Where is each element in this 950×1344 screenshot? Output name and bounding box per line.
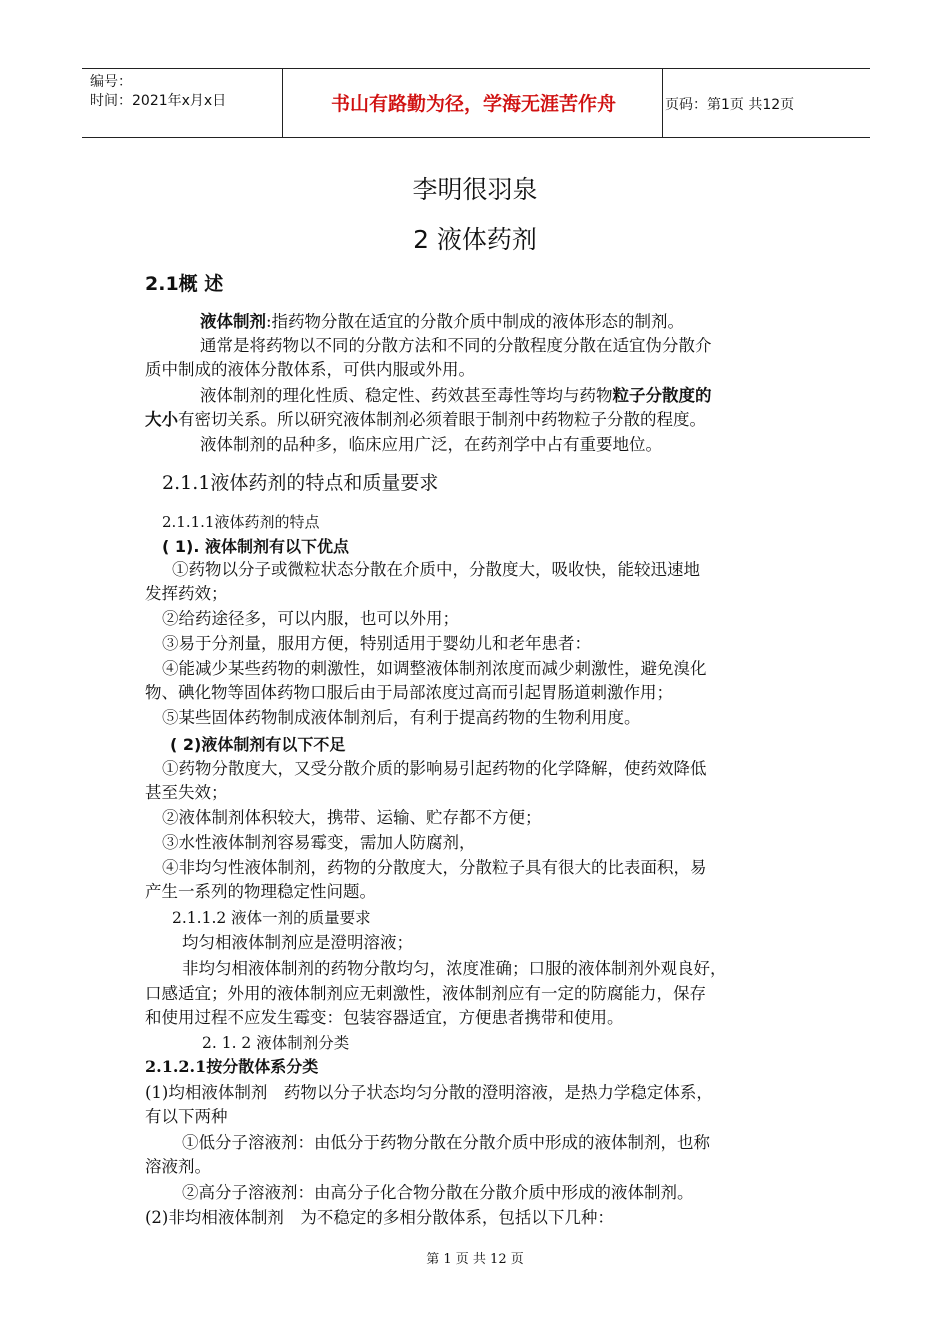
list-item: ⑤某些固体药物制成液体制剂后，有利于提高药物的生物利用度。 — [162, 708, 641, 727]
doc-time-label: 时间：2021年x月x日 — [90, 93, 227, 109]
list-item-continuation: 甚至失效； — [145, 783, 228, 802]
paragraph-line: (1)均相液体制剂 药物以分子状态均匀分散的澄明溶液，是热力学稳定体系， — [145, 1083, 713, 1102]
list-heading: ( 1). 液体制剂有以下优点 — [162, 537, 349, 556]
subsubsection-heading: 2.1.1.1液体药剂的特点 — [162, 513, 320, 531]
list-item: ③易于分剂量，服用方便，特别适用于婴幼儿和老年患者： — [162, 634, 591, 653]
paragraph-line: 有以下两种 — [145, 1107, 228, 1126]
definition-text: :指药物分散在适宜的分散介质中制成的液体形态的制剂。 — [266, 312, 685, 331]
doc-number-label: 编号： — [90, 74, 132, 90]
paragraph-line — [145, 408, 706, 432]
paragraph-line: 均匀相液体制剂应是澄明溶液； — [182, 933, 413, 952]
author-title: 李明很羽泉 — [412, 175, 538, 204]
list-heading: ( 2)液体制剂有以下不足 — [170, 735, 346, 754]
list-item: ②高分子溶液剂：由高分子化合物分散在分散介质中形成的液体制剂。 — [182, 1183, 694, 1202]
paragraph-line — [200, 384, 712, 408]
list-item: ②给药途径多，可以内服，也可以外用； — [162, 609, 459, 628]
paragraph-line: 非均匀相液体制剂的药物分散均匀，浓度准确；口服的液体制剂外观良好， — [182, 959, 727, 978]
header-page-info: 页码：第1页 共12页 — [665, 97, 795, 113]
bold-run: 大小 — [145, 410, 178, 429]
header-divider — [662, 69, 663, 137]
list-item-continuation: 物、碘化物等固体药物口服后由于局部浓度过高而引起胃肠道刺激作用； — [145, 683, 673, 702]
list-item: ②液体制剂体积较大，携带、运输、贮存都不方便； — [162, 808, 542, 827]
definition-term: 液体制剂 — [200, 312, 266, 331]
paragraph-line: (2)非均相液体制剂 为不稳定的多相分散体系，包括以下几种： — [145, 1208, 614, 1227]
list-item: ①药物分散度大，又受分散介质的影响易引起药物的化学降解，使药效降低 — [162, 759, 707, 778]
page-footer: 第 1 页 共 12 页 — [426, 1252, 524, 1267]
bold-run: 粒子分散度的 — [612, 386, 712, 405]
paragraph-line: 通常是将药物以不同的分散方法和不同的分散程度分散在适宜伪分散介 — [200, 336, 712, 355]
list-item-continuation: 发挥药效； — [145, 584, 228, 603]
list-item: ①药物以分子或微粒状态分散在介质中，分散度大，吸收快，能较迅速地 — [172, 560, 700, 579]
list-item-continuation: 溶液剂。 — [145, 1157, 211, 1176]
paragraph-line: 口感适宜；外用的液体制剂应无刺激性，液体制剂应有一定的防腐能力，保存 — [145, 984, 706, 1003]
paragraph-line: 液体制剂的品种多，临床应用广泛，在药剂学中占有重要地位。 — [200, 435, 662, 454]
chapter-title: 2 液体药剂 — [413, 225, 537, 254]
subsubsection-heading: 2.1.1.2 液体一剂的质量要求 — [172, 909, 371, 927]
header-divider — [282, 69, 283, 137]
section-heading: 2.1概 述 — [145, 273, 224, 295]
list-item: ①低分子溶液剂：由低分于药物分散在分散介质中形成的液体制剂，也称 — [182, 1133, 710, 1152]
list-item: ④非均匀性液体制剂，药物的分散度大，分散粒子具有很大的比表面积，易 — [162, 858, 707, 877]
paragraph-line — [200, 310, 684, 334]
text-run: 液体制剂的理化性质、稳定性、药效甚至毒性等均与药物 — [200, 386, 613, 405]
page-header — [82, 68, 870, 138]
header-motto: 书山有路勤为径，学海无涯苦作舟 — [330, 93, 616, 115]
subsubsection-heading: 2.1.2.1按分散体系分类 — [145, 1057, 319, 1076]
list-item-continuation: 产生一系列的物理稳定性问题。 — [145, 882, 376, 901]
subsection-heading: 2.1.1液体药剂的特点和质量要求 — [162, 472, 439, 494]
subsection-heading: 2. 1. 2 液体制剂分类 — [202, 1034, 350, 1052]
text-run: 有密切关系。所以研究液体制剂必须着眼于制剂中药物粒子分散的程度。 — [178, 410, 706, 429]
header-meta — [90, 73, 226, 111]
paragraph-line: 质中制成的液体分散体系，可供内服或外用。 — [145, 360, 475, 379]
list-item: ④能减少某些药物的刺激性，如调整液体制剂浓度而减少刺激性，避免溴化 — [162, 659, 707, 678]
list-item: ③水性液体制剂容易霉变，需加人防腐剂， — [162, 833, 476, 852]
paragraph-line: 和使用过程不应发生霉变：包装容器适宜，方便患者携带和使用。 — [145, 1008, 624, 1027]
